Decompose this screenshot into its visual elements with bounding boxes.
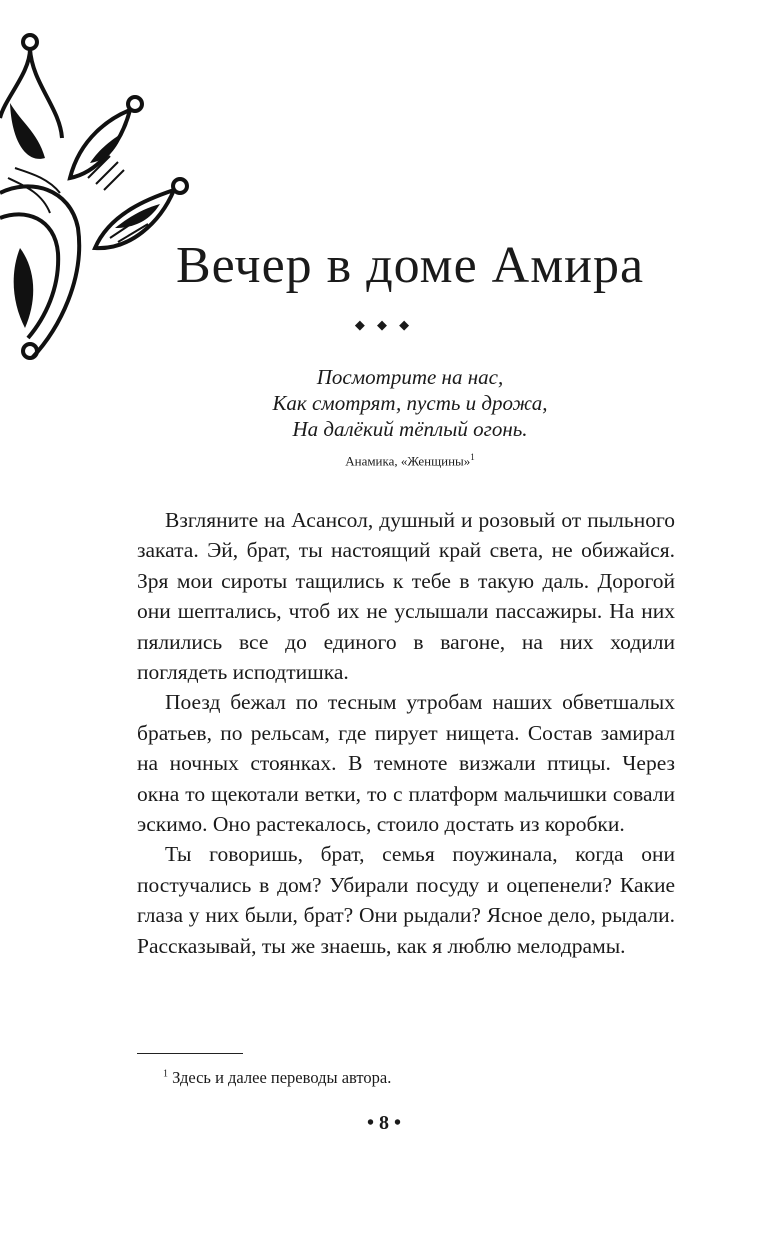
paragraph: Взгляните на Асансол, душный и розовый от пыльного заката. Эй, брат, ты настоящий край света, не обижайся. Зря мои сироты тащились к тебе в такую даль. Дорогой они шептались, чтоб их не услышали пассажиры. На них пялились все до единого в вагоне, на них ходили поглядеть исподтишка. [137, 508, 675, 685]
paragraph: Ты говоришь, брат, семья поужинала, когда они постучались в дом? Убирали посуду и оцепенели? Какие глаза у них были, брат? Они рыдали? Ясное дело, рыдали. Рассказывай, ты же знаешь, как я люблю мелодрамы. [137, 842, 675, 958]
epigraph [150, 364, 670, 442]
footnote-text: Здесь и далее переводы автора. [172, 1068, 392, 1087]
paragraph: Поезд бежал по тесным утробам наших обветшалых братьев, по рельсам, где пирует нищета. Состав замирал на ночных стоянках. В темноте визжали птицы. Через окна то щекотали ветки, то с платформ мальчишки совали эскимо. Оно растекалось, стоило достать из коробки. [137, 690, 675, 837]
body-text [137, 505, 675, 961]
page-number: • 8 • [366, 1112, 401, 1134]
epigraph-line: На далёкий тёплый огонь. [292, 417, 528, 441]
epigraph-line: Как смотрят, пусть и дрожа, [272, 391, 548, 415]
attribution-text: Анамика, «Женщины» [345, 453, 471, 469]
footnote-rule [137, 1053, 243, 1054]
epigraph-attribution [150, 452, 670, 469]
section-divider: ◆ ◆ ◆ [354, 318, 414, 333]
epigraph-line: Посмотрите на нас, [316, 365, 504, 389]
footnote [137, 1068, 675, 1088]
chapter-title: Вечер в доме Амира [175, 237, 645, 294]
footnote-ref: 1 [470, 452, 475, 462]
footnote-number: 1 [163, 1068, 168, 1080]
henna-flower-ornament-icon [0, 28, 200, 368]
